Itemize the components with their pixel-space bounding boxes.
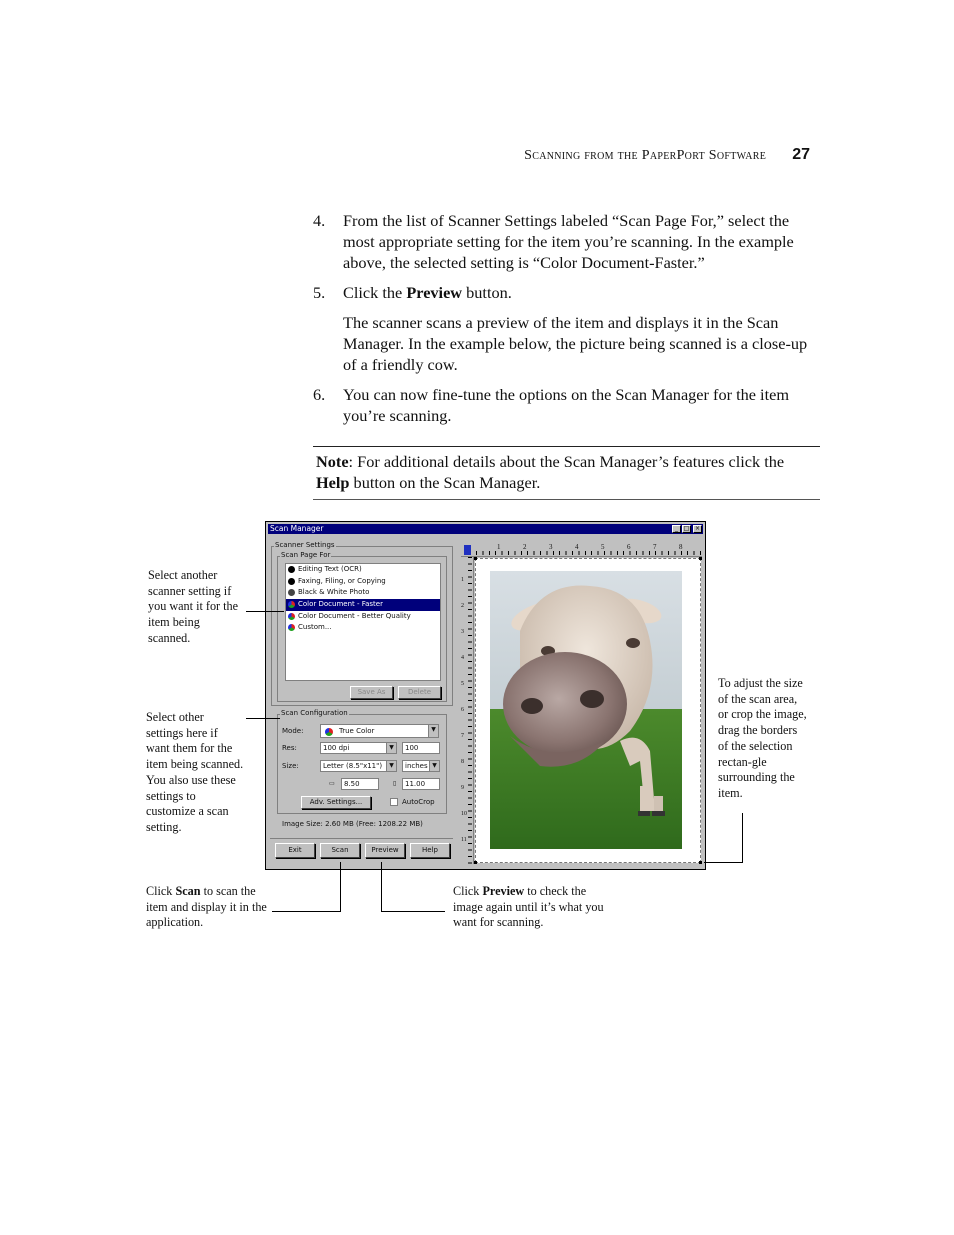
cow-picture [490, 571, 682, 849]
page-number: 27 [792, 146, 810, 163]
mode-label: Mode: [282, 727, 304, 735]
callout-line [381, 862, 382, 912]
autocrop-checkbox[interactable] [390, 798, 398, 806]
selection-handle[interactable] [474, 861, 477, 864]
list-item[interactable]: Faxing, Filing, or Copying [286, 576, 440, 588]
callout-other-settings: Select other settings here if want them for the item being scanned. You also use these settings to customize a scan setting. [146, 710, 244, 834]
top-ruler: 1 2 3 4 5 6 7 8 [461, 543, 702, 557]
chevron-down-icon[interactable]: ▼ [429, 761, 439, 771]
steps-list [313, 210, 813, 435]
mode-select[interactable]: True Color ▼ [320, 724, 439, 738]
ruler-ticks [476, 551, 702, 555]
callout-line [704, 862, 743, 863]
step-4: 4. From the list of Scanner Settings labeled “Scan Page For,” select the most appropriate setting for the item you’re scanning. In the example above, the selected setting is “Color Document-Faster.” [313, 211, 794, 272]
selection-handle[interactable] [699, 557, 702, 560]
callout-line [742, 813, 743, 862]
step-6: 6. You can now fine-tune the options on the Scan Manager for the item you’re scanning. [313, 385, 789, 425]
callout-preview: Click Preview to check the image again until it’s what you want for scanning. [453, 884, 604, 930]
scan-page-for-label: Scan Page For [281, 551, 331, 559]
res-select[interactable]: 100 dpi ▼ [320, 742, 397, 754]
note-label: Note [316, 452, 349, 471]
running-header [480, 146, 810, 164]
color-icon [325, 728, 333, 736]
width-input[interactable]: 8.50 [341, 778, 379, 790]
dialog-title: Scan Manager [270, 524, 324, 533]
size-label: Size: [282, 762, 299, 770]
help-button[interactable]: Help [410, 843, 450, 858]
scanner-icon [288, 566, 295, 573]
preview-button[interactable]: Preview [365, 843, 405, 858]
save-as-button[interactable]: Save As [350, 686, 393, 699]
scanner-icon [288, 578, 295, 585]
height-icon: ▯ [393, 781, 397, 787]
step-5-paragraph: The scanner scans a preview of the item and displays it in the Scan Manager. In the example below, the picture being scanned is a close-up of a friendly cow. [343, 313, 808, 374]
scanner-settings-label: Scanner Settings [275, 541, 335, 549]
callout-scanner-setting: Select another scanner setting if you want it for the item being scanned. [148, 568, 239, 645]
chevron-down-icon[interactable]: ▼ [386, 743, 396, 753]
callout-adjust-area: To adjust the size of the scan area, or crop the image, drag the borders of the selection rectan-gle surrounding the item. [718, 676, 807, 800]
color-icon [288, 624, 295, 631]
scan-configuration-label: Scan Configuration [281, 709, 348, 717]
width-icon: ▭ [329, 781, 335, 787]
cow-preview-image [490, 571, 682, 849]
selection-handle[interactable] [474, 557, 477, 560]
autocrop-label: AutoCrop [402, 798, 435, 806]
scanner-icon [288, 589, 295, 596]
callout-line [340, 862, 341, 912]
ruler-ticks [468, 557, 472, 864]
exit-button[interactable]: Exit [275, 843, 315, 858]
callout-scan: Click Scan to scan the item and display it in the application. [146, 884, 267, 930]
scan-button[interactable]: Scan [320, 843, 360, 858]
left-ruler: 1 2 3 4 5 6 7 8 9 10 11 [461, 557, 474, 864]
callout-line [246, 718, 280, 719]
image-size-text: Image Size: 2.60 MB (Free: 1208.22 MB) [282, 820, 423, 828]
adv-settings-button[interactable]: Adv. Settings... [301, 796, 371, 809]
units-select[interactable]: inches ▼ [402, 760, 440, 772]
size-select[interactable]: Letter (8.5"x11") ▼ [320, 760, 397, 772]
color-icon [288, 613, 295, 620]
step-5: 5. Click the Preview button. [313, 283, 512, 302]
list-item[interactable]: Editing Text (OCR) [286, 564, 440, 576]
maximize-icon[interactable]: □ [683, 525, 690, 532]
color-icon [288, 601, 295, 608]
ruler-origin-icon[interactable] [464, 545, 471, 555]
scan-page-for-list[interactable] [285, 563, 441, 681]
selection-handle[interactable] [699, 861, 702, 864]
chevron-down-icon[interactable]: ▼ [386, 761, 396, 771]
height-input[interactable]: 11.00 [402, 778, 440, 790]
res-number-input[interactable]: 100 [402, 742, 440, 754]
callout-line [381, 911, 445, 912]
callout-line [272, 911, 341, 912]
list-item[interactable]: Black & White Photo [286, 587, 440, 599]
res-label: Res: [282, 744, 297, 752]
list-item-selected[interactable]: Color Document - Faster [286, 599, 440, 611]
divider [270, 838, 453, 839]
delete-button[interactable]: Delete [398, 686, 441, 699]
callout-line [246, 611, 284, 612]
header-title: Scanning from the PaperPort Software [524, 148, 767, 163]
minimize-icon[interactable]: _ [672, 525, 681, 533]
list-item[interactable]: Custom... [286, 622, 440, 634]
list-item[interactable]: Color Document - Better Quality [286, 611, 440, 623]
close-icon[interactable]: × [694, 525, 701, 532]
dialog-title-bar [268, 524, 703, 534]
note-box: Note: For additional details about the Scan Manager’s features click the Help button on the Scan Manager. [313, 446, 820, 500]
chevron-down-icon[interactable]: ▼ [428, 725, 438, 737]
